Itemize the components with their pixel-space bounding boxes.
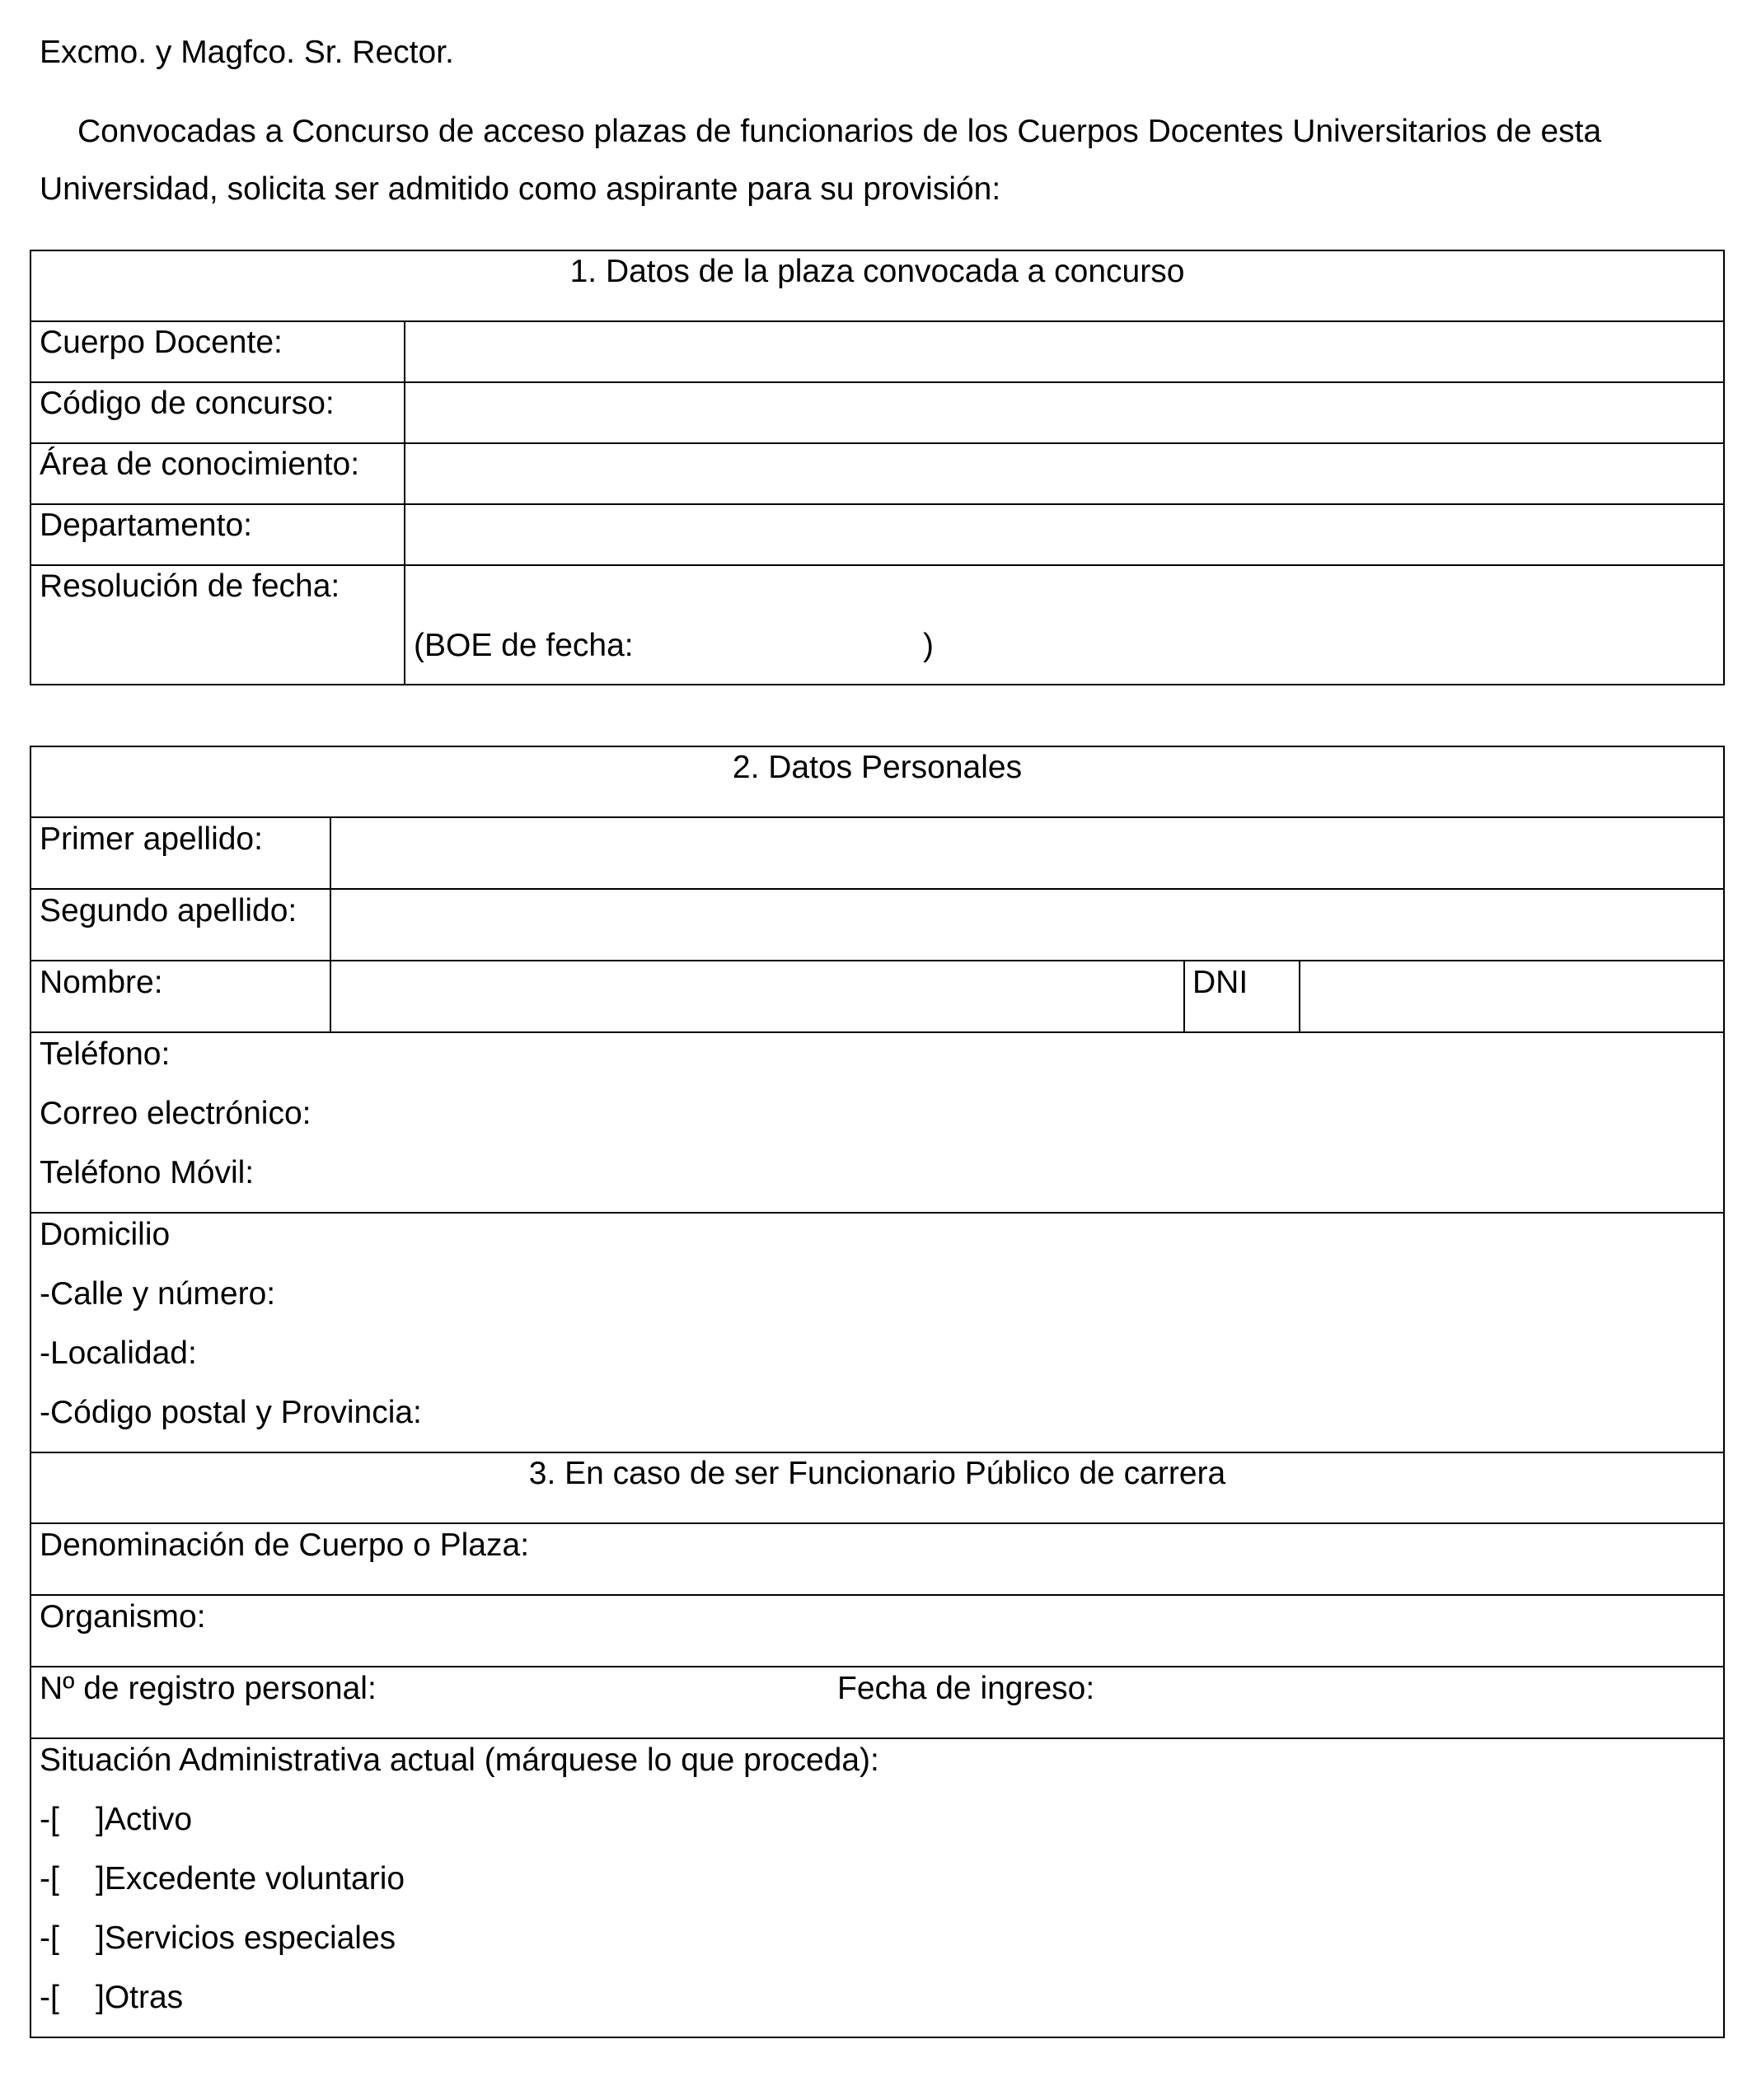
- fecha-ingreso-label: Fecha de ingreso:: [837, 1671, 1095, 1706]
- dni-field[interactable]: [1302, 963, 1722, 1030]
- primer-apellido-label: Primer apellido:: [40, 821, 263, 857]
- denominacion-label: Denominación de Cuerpo o Plaza:: [40, 1527, 530, 1563]
- departamento-field[interactable]: [407, 507, 1722, 563]
- boe-fecha-close: ): [923, 628, 934, 663]
- registro-label: Nº de registro personal:: [40, 1671, 377, 1706]
- checkbox-bracket[interactable]: -[: [40, 1861, 59, 1897]
- cuerpo-docente-field[interactable]: [407, 324, 1722, 380]
- segundo-apellido-label: Segundo apellido:: [40, 893, 297, 928]
- domicilio-label: Domicilio: [40, 1217, 171, 1252]
- segundo-apellido-field[interactable]: [333, 891, 1722, 958]
- telefono-label: Teléfono:: [40, 1036, 171, 1072]
- organismo-label: Organismo:: [40, 1599, 206, 1635]
- salutation: Excmo. y Magfco. Sr. Rector.: [40, 35, 454, 70]
- option-label: ]Activo: [96, 1802, 193, 1837]
- boe-fecha-field[interactable]: [659, 628, 915, 667]
- area-conocimiento-field[interactable]: [407, 446, 1722, 502]
- option-label: ]Otras: [96, 1980, 184, 2015]
- calle-label: -Calle y número:: [40, 1276, 276, 1312]
- primer-apellido-field[interactable]: [333, 820, 1722, 886]
- dni-label: DNI: [1192, 965, 1248, 1000]
- cp-provincia-label: -Código postal y Provincia:: [40, 1395, 422, 1430]
- checkbox-bracket[interactable]: -[: [40, 1802, 59, 1837]
- area-conocimiento-label: Área de conocimiento:: [40, 447, 360, 482]
- intro-line-2: Universidad, solicita ser admitido como aspirante para su provisión:: [40, 171, 1001, 207]
- localidad-label: -Localidad:: [40, 1335, 197, 1371]
- resolucion-fecha-label: Resolución de fecha:: [40, 568, 340, 604]
- codigo-concurso-label: Código de concurso:: [40, 386, 335, 421]
- section1-title: 1. Datos de la plaza convocada a concurso: [569, 254, 1185, 289]
- cuerpo-docente-label: Cuerpo Docente:: [40, 325, 283, 360]
- departamento-label: Departamento:: [40, 507, 252, 543]
- nombre-label: Nombre:: [40, 965, 163, 1000]
- correo-label: Correo electrónico:: [40, 1096, 312, 1131]
- section3-title: 3. En caso de ser Funcionario Público de carrera: [528, 1456, 1226, 1491]
- section2-title: 2. Datos Personales: [732, 750, 1023, 785]
- checkbox-bracket[interactable]: -[: [40, 1980, 59, 2015]
- intro-line-1: Convocadas a Concurso de acceso plazas de funcionarios de los Cuerpos Docentes Universitarios de esta: [77, 114, 1602, 149]
- option-label: ]Servicios especiales: [96, 1920, 396, 1956]
- situacion-label: Situación Administrativa actual (márquese lo que proceda):: [40, 1742, 879, 1778]
- option-label: ]Excedente voluntario: [96, 1861, 405, 1897]
- nombre-field[interactable]: [333, 963, 1182, 1030]
- boe-fecha-label: (BOE de fecha:: [414, 628, 634, 663]
- codigo-concurso-field[interactable]: [407, 385, 1722, 441]
- checkbox-bracket[interactable]: -[: [40, 1920, 59, 1956]
- movil-label: Teléfono Móvil:: [40, 1155, 255, 1190]
- resolucion-fecha-field[interactable]: [407, 568, 1722, 625]
